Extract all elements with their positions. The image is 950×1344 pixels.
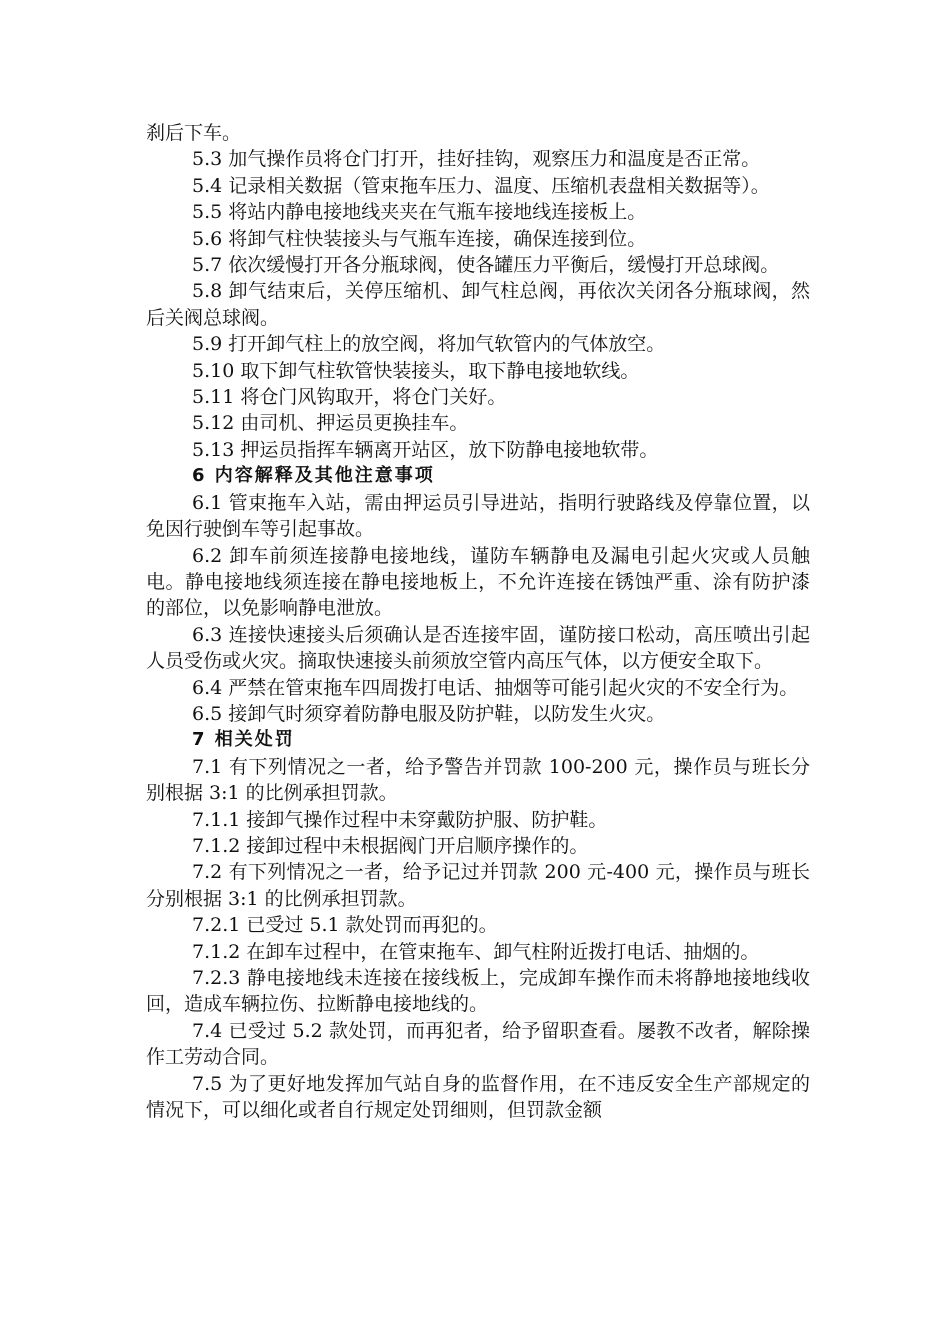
paragraph-continuation: 刹后下车。	[146, 122, 242, 144]
list-item: 7.2.1 已受过 5.1 款处罚而再犯的。	[192, 914, 498, 937]
list-item: 5.10 取下卸气柱软管快装接头，取下静电接地软线。	[192, 359, 640, 382]
list-item: 6.4 严禁在管束拖车四周拨打电话、抽烟等可能引起火灾的不安全行为。	[192, 676, 799, 699]
list-item: 5.5 将站内静电接地线夹夹在气瓶车接地线连接板上。	[192, 201, 647, 224]
list-item: 5.12 由司机、押运员更换挂车。	[192, 412, 469, 435]
list-item: 5.6 将卸气柱快装接头与气瓶车连接，确保连接到位。	[192, 227, 647, 250]
list-item: 6.3 连接快速接头后须确认是否连接牢固，谨防接口松动，高压喷出引起人员受伤或火灾。摘取快速接头前须放空管内高压气体，以方便安全取下。	[146, 623, 810, 673]
list-item: 6.5 接卸气时须穿着防静电服及防护鞋，以防发生火灾。	[192, 702, 666, 725]
list-item: 7.5 为了更好地发挥加气站自身的监督作用，在不违反安全生产部规定的情况下，可以细化或者自行规定处罚细则，但罚款金额	[146, 1072, 810, 1122]
list-item: 7.1 有下列情况之一者，给予警告并罚款 100-200 元，操作员与班长分别根据 3:1 的比例承担罚款。	[146, 755, 810, 805]
section-heading: 7 相关处罚	[192, 729, 295, 751]
list-item: 7.2.3 静电接地线未连接在接线板上，完成卸车操作而未将静地接地线收回，造成车辆拉伤、拉断静电接地线的。	[146, 967, 810, 1016]
list-item: 5.3 加气操作员将仓门打开，挂好挂钩，观察压力和温度是否正常。	[192, 148, 761, 171]
list-item: 7.1.1 接卸气操作过程中未穿戴防护服、防护鞋。	[192, 808, 608, 831]
list-item: 5.8 卸气结束后，关停压缩机、卸气柱总阀，再依次关闭各分瓶球阀，然后关阀总球阀。	[146, 280, 810, 329]
section-heading: 6 内容解释及其他注意事项	[192, 465, 435, 487]
list-item: 6.1 管束拖车入站，需由押运员引导进站，指明行驶路线及停靠位置，以免因行驶倒车等引起事故。	[146, 491, 810, 541]
list-item: 5.11 将仓门风钩取开，将仓门关好。	[192, 386, 507, 409]
list-item: 5.4 记录相关数据（管束拖车压力、温度、压缩机表盘相关数据等）。	[192, 174, 770, 197]
list-item: 6.2 卸车前须连接静电接地线，谨防车辆静电及漏电引起火灾或人员触电。静电接地线须连接在静电接地板上，不允许连接在锈蚀严重、涂有防护漆的部位，以免影响静电泄放。	[146, 544, 810, 620]
document-body	[146, 120, 810, 1123]
list-item: 7.1.2 在卸车过程中，在管束拖车、卸气柱附近拨打电话、抽烟的。	[192, 940, 760, 963]
list-item: 5.7 依次缓慢打开各分瓶球阀，使各罐压力平衡后，缓慢打开总球阀。	[192, 254, 780, 277]
list-item: 5.9 打开卸气柱上的放空阀，将加气软管内的气体放空。	[192, 333, 666, 356]
list-item: 7.4 已受过 5.2 款处罚，而再犯者，给予留职查看。屡教不改者，解除操作工劳动合同。	[146, 1019, 810, 1069]
list-item: 5.13 押运员指挥车辆离开站区，放下防静电接地软带。	[192, 438, 659, 461]
list-item: 7.2 有下列情况之一者，给予记过并罚款 200 元-400 元，操作员与班长分别根据 3:1 的比例承担罚款。	[146, 861, 810, 910]
list-item: 7.1.2 接卸过程中未根据阀门开启顺序操作的。	[192, 834, 589, 857]
